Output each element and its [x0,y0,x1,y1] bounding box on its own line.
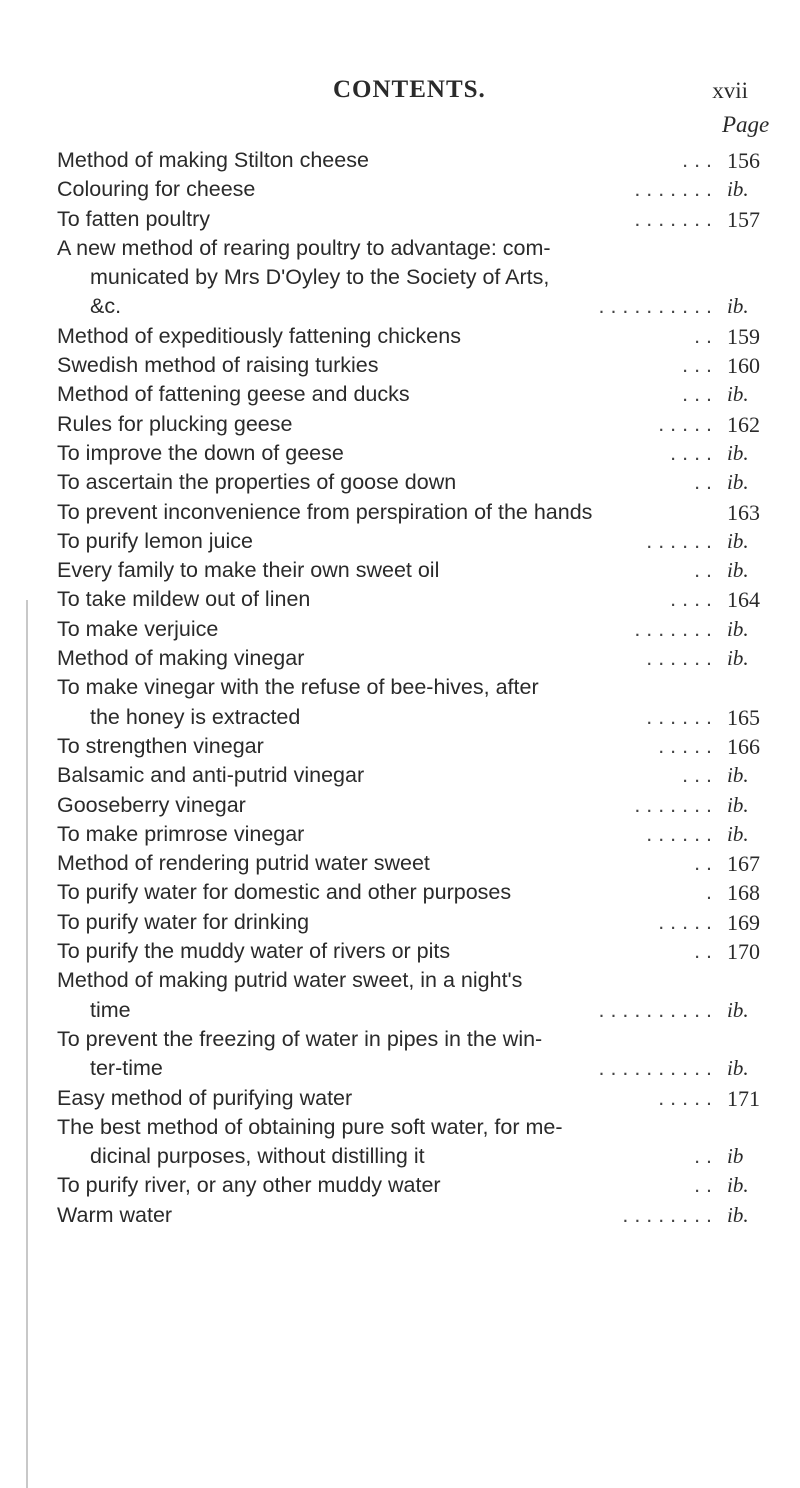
toc-entry-title: Easy method of purifying water [57,1085,353,1110]
toc-page-number: 168 [727,880,760,906]
toc-entry-line [0,146,800,175]
contents-list [0,146,800,1230]
toc-entry-line [0,1171,800,1200]
toc-entry [0,498,800,527]
toc-entry-title: To purify water for drinking [57,909,310,934]
toc-entry [0,322,800,351]
running-title: CONTENTS. [333,76,486,103]
toc-page-number: 163 [727,499,760,525]
toc-entry-line [0,468,800,497]
toc-page-number: ib. [727,646,749,671]
toc-page-number: ib. [727,1173,749,1198]
toc-entry [0,1113,800,1172]
toc-page-number: ib. [727,997,749,1022]
toc-entry-line [0,292,800,321]
toc-page-number: 159 [727,323,760,349]
toc-page-number: ib. [727,821,749,846]
toc-entry [0,351,800,380]
toc-entry-line [0,527,800,556]
toc-entry-title: Method of making Stilton cheese [57,148,369,172]
toc-entry [0,732,800,761]
leader-dots: . . [694,1173,712,1198]
toc-entry-title: Gooseberry vinegar [57,792,246,817]
toc-page-number: ib. [727,558,749,583]
toc-entry [0,615,800,644]
leader-dots: . . [694,1144,712,1169]
toc-entry-line [0,322,800,351]
toc-entry-title: To purify river, or any other muddy water [57,1173,441,1198]
toc-page-number: 165 [727,704,760,730]
toc-entry-line [0,849,800,878]
toc-entry-line [0,410,800,439]
leader-dots: . . [694,470,712,495]
toc-entry-title: municated by Mrs D'Oyley to the Society of Arts, [90,265,550,290]
toc-entry-title: the honey is extracted [90,704,301,729]
toc-entry-line [0,644,800,673]
toc-page-number: ib. [727,382,749,407]
toc-entry-title: To make verjuice [57,616,219,641]
toc-page-number: ib. [727,792,749,817]
toc-page-number: 164 [727,587,760,613]
toc-entry-line [0,820,800,849]
toc-page-number: 157 [727,206,760,232]
toc-page-number: 171 [727,1085,760,1111]
leader-dots: . . . [682,763,712,788]
toc-entry-line [0,263,800,292]
toc-entry-title: time [90,997,131,1022]
toc-entry-title: To prevent inconvenience from perspiration of the hands [57,499,593,524]
toc-entry [0,1171,800,1200]
page-header [0,76,800,116]
toc-entry-line [0,966,800,995]
toc-entry-title: To improve the down of geese [57,440,344,465]
toc-entry [0,966,800,1025]
toc-entry-title: To prevent the freezing of water in pipes in the win- [57,1026,543,1051]
leader-dots: . . . . . . [646,821,712,846]
toc-page-number: ib. [727,528,749,553]
toc-entry-title: Every family to make their own sweet oil [57,558,440,583]
leader-dots: . . . . . . . [634,792,712,817]
toc-page-number: 167 [727,851,760,877]
toc-entry [0,146,800,175]
toc-entry [0,761,800,790]
toc-entry [0,234,800,322]
toc-entry-line [0,1201,800,1230]
toc-entry-title: Method of rendering putrid water sweet [57,851,430,876]
folio-page-number: xvii [712,78,748,103]
toc-entry-title: A new method of rearing poultry to advantage: com- [57,235,551,260]
leader-dots: . . [694,323,712,348]
toc-entry-line [0,703,800,732]
toc-entry-title: Swedish method of raising turkies [57,353,379,378]
toc-entry [0,556,800,585]
toc-entry [0,585,800,614]
toc-page-number: ib. [727,616,749,641]
toc-entry [0,1084,800,1113]
toc-entry-title: Method of fattening geese and ducks [57,382,410,407]
leader-dots: . . . . . . [646,646,712,671]
toc-entry-line [0,1054,800,1083]
leader-dots: . . . . . [658,411,712,436]
toc-page-number: ib. [727,763,749,788]
toc-entry-title: To make primrose vinegar [57,821,305,846]
toc-entry-line [0,791,800,820]
toc-entry-title: To strengthen vinegar [57,733,264,758]
toc-entry-line [0,1113,800,1142]
toc-entry-line [0,234,800,263]
toc-page-number: 166 [727,733,760,759]
toc-entry [0,175,800,204]
toc-entry-title: To ascertain the properties of goose down [57,470,457,495]
toc-entry-line [0,351,800,380]
toc-page-number: 169 [727,909,760,935]
leader-dots: . . . . . . . [634,206,712,231]
toc-entry [0,205,800,234]
toc-page-number: 156 [727,148,760,173]
toc-entry-line [0,673,800,702]
toc-page-number: ib. [727,1056,749,1081]
toc-entry-title: To make vinegar with the refuse of bee-hives, after [57,675,539,700]
toc-page-number: ib. [727,177,749,202]
toc-entry-title: &c. [90,294,122,319]
leader-dots: . . . [682,148,712,172]
leader-dots: . . . . . [658,1085,712,1110]
toc-entry [0,878,800,907]
toc-page-number: 170 [727,939,760,965]
toc-entry-title: To purify lemon juice [57,528,253,553]
toc-entry-line [0,937,800,966]
toc-entry-line [0,1025,800,1054]
toc-entry-title: Warm water [57,1202,173,1227]
toc-entry-line [0,1084,800,1113]
toc-entry-title: Rules for plucking geese [57,411,293,436]
toc-entry-title: dicinal purposes, without distilling it [90,1144,425,1169]
leader-dots: . . . . . . . . [622,1202,712,1227]
toc-entry-title: Method of making putrid water sweet, in a night's [57,968,523,993]
toc-page-number: 160 [727,353,760,379]
toc-entry [0,937,800,966]
leader-dots: . . . . . [658,909,712,934]
toc-entry-line [0,996,800,1025]
leader-dots: . . . . . . . [634,616,712,641]
toc-entry-line [0,732,800,761]
toc-entry [0,468,800,497]
leader-dots: . . . [682,382,712,407]
toc-page-number: ib. [727,1202,749,1227]
toc-entry-line [0,585,800,614]
toc-entry [0,908,800,937]
leader-dots: . [706,880,712,905]
leader-dots: . . . [682,353,712,378]
toc-entry-title: ter-time [90,1056,163,1081]
toc-page-number: ib. [727,470,749,495]
toc-entry [0,527,800,556]
toc-entry-line [0,498,800,527]
toc-entry [0,849,800,878]
toc-entry-title: The best method of obtaining pure soft water, for me- [57,1114,563,1139]
toc-entry-line [0,878,800,907]
toc-entry-line [0,761,800,790]
leader-dots: . . [694,939,712,964]
leader-dots: . . . . . . [646,704,712,729]
toc-entry [0,673,800,732]
toc-entry-title: To purify water for domestic and other purposes [57,880,512,905]
toc-entry-line [0,205,800,234]
leader-dots: . . . . . . . [634,177,712,202]
toc-entry [0,1201,800,1230]
toc-entry-title: To take mildew out of linen [57,587,311,612]
toc-entry [0,380,800,409]
toc-entry-title: Balsamic and anti-putrid vinegar [57,763,365,788]
toc-entry-title: To purify the muddy water of rivers or pits [57,939,451,964]
toc-page-number: 162 [727,411,760,437]
toc-entry-line [0,380,800,409]
toc-entry-title: Method of making vinegar [57,646,305,671]
toc-entry-title: Colouring for cheese [57,177,256,202]
leader-dots: . . . . [670,587,712,612]
toc-entry-title: Method of expeditiously fattening chickens [57,323,461,348]
leader-dots: . . . . . . . . . . [598,294,712,319]
toc-entry [0,410,800,439]
leader-dots: . . [694,558,712,583]
leader-dots: . . . . . . [646,528,712,553]
toc-entry [0,791,800,820]
toc-entry [0,439,800,468]
toc-entry-line [0,175,800,204]
toc-entry-line [0,1142,800,1171]
leader-dots: . . . . . . . . . . [598,997,712,1022]
toc-page-number: ib [727,1144,744,1169]
toc-entry-line [0,439,800,468]
leader-dots: . . . . . . . . . . [598,1056,712,1081]
leader-dots: . . . . . [658,733,712,758]
toc-entry-line [0,615,800,644]
leader-dots: . . [694,851,712,876]
toc-entry-title: To fatten poultry [57,206,210,231]
toc-entry [0,644,800,673]
toc-entry-line [0,908,800,937]
toc-entry [0,1025,800,1084]
toc-page-number: ib. [727,440,749,465]
toc-entry [0,820,800,849]
toc-entry-line [0,556,800,585]
page-column-label: Page [722,112,770,137]
leader-dots: . . . . [670,440,712,465]
toc-page-number: ib. [727,294,749,319]
